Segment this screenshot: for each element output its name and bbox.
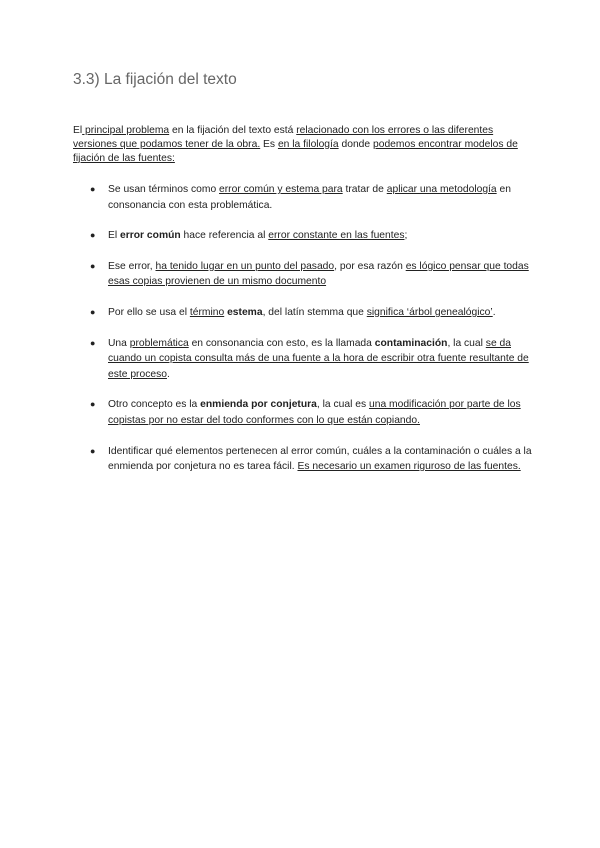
underlined-text: Es necesario un examen riguroso de las fuentes. — [297, 461, 521, 473]
underlined-text: en la filología — [277, 138, 339, 150]
bullet-list — [73, 182, 535, 490]
underlined-text: una modificación por parte de los copistas por no estar del todo conformes con lo que están copiando. — [108, 399, 521, 426]
text-run: Por ello se usa el — [108, 306, 190, 318]
underlined-text: problemática — [129, 337, 189, 349]
text-run: El — [108, 230, 121, 242]
section-heading: 3.3) La fijación del texto — [73, 71, 237, 88]
underlined-text: ha tenido lugar en un punto del pasado — [155, 260, 335, 272]
bullet-dot-icon: ● — [90, 337, 96, 348]
text-run: . — [166, 368, 170, 380]
text-run: El — [73, 125, 83, 136]
underlined-text: se da cuando un copista consulta más de una fuente a la hora de escribir otra fuente resultante de este proceso — [108, 337, 529, 380]
text-run: ; — [404, 230, 408, 242]
underlined-text: principal problema — [82, 125, 170, 136]
bullet-dot-icon: ● — [90, 306, 96, 317]
text-run: , por esa razón — [334, 260, 406, 272]
text-run: Es — [260, 138, 278, 150]
bold-text: estema — [227, 306, 263, 318]
text-run: donde — [338, 138, 373, 150]
bullet-dot-icon: ● — [90, 399, 96, 410]
intro-paragraph — [73, 124, 535, 165]
text-run: . — [492, 306, 496, 318]
bullet-item — [73, 305, 535, 321]
bullet-item — [73, 444, 535, 475]
bullet-dot-icon: ● — [90, 184, 96, 194]
text-run: en consonancia con esto, es la llamada — [188, 337, 375, 349]
text-run: , del latín stemma que — [262, 306, 367, 318]
underlined-text: error constante en las fuentes — [268, 230, 405, 242]
underlined-text: aplicar una metodología — [386, 184, 497, 195]
bullet-item — [73, 182, 535, 213]
underlined-text: es lógico pensar que todas esas copias provienen de un mismo documento — [108, 260, 529, 288]
text-run: Se usan términos como — [108, 184, 220, 195]
bullet-item — [73, 259, 535, 290]
text-run: , la cual es — [316, 399, 369, 411]
bullet-item — [73, 228, 535, 244]
bullet-dot-icon: ● — [90, 230, 96, 241]
text-run: en consonancia con esta problemática. — [108, 184, 511, 211]
underlined-text: significa ‘árbol genealógico’ — [366, 306, 493, 318]
text-run: Identificar qué elementos pertenecen al error común, cuáles a la contaminación o cuáles a la enmienda por conjetura no es tarea fácil. — [108, 445, 532, 473]
bullet-item — [73, 336, 535, 383]
bullet-item — [73, 397, 535, 428]
bullet-dot-icon: ● — [90, 260, 96, 271]
bold-text: error común — [120, 230, 181, 242]
underlined-text: término — [189, 306, 225, 318]
text-run: Otro concepto es la — [108, 399, 201, 411]
underlined-text: error común y estema para — [219, 184, 343, 195]
bullet-dot-icon: ● — [90, 445, 96, 456]
text-run: Ese error, — [108, 260, 156, 272]
bold-text: enmienda por conjetura — [200, 399, 317, 411]
text-run: en la fijación del texto está — [169, 125, 297, 136]
text-run: tratar de — [342, 184, 387, 195]
text-run: , la cual — [447, 337, 486, 349]
underlined-text: podemos encontrar modelos de fijación de las fuentes: — [73, 138, 518, 164]
text-run: Una — [108, 337, 130, 349]
underlined-text: relacionado con los errores o las diferentes versiones que podamos tener de la obra. — [73, 125, 494, 150]
text-run: hace referencia al — [180, 230, 269, 242]
bold-text: contaminación — [374, 337, 448, 349]
